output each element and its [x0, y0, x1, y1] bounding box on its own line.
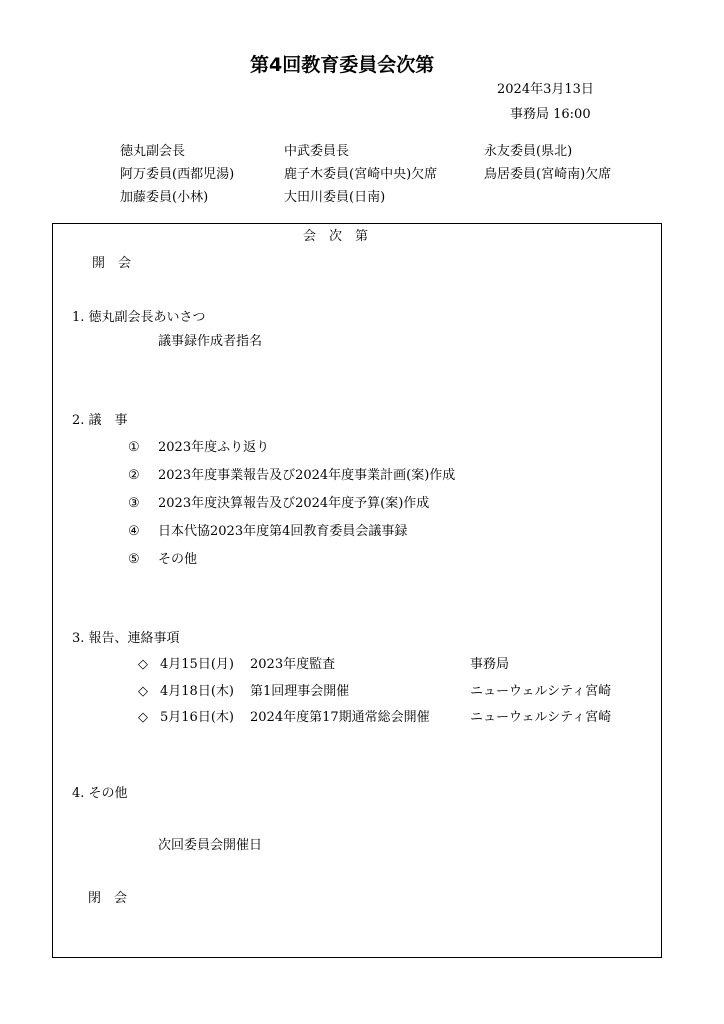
report-place: 事務局	[470, 657, 510, 672]
attendee: 大田川委員(日南)	[284, 190, 386, 205]
list-marker: ①	[128, 440, 140, 455]
section-3-title: 3. 報告、連絡事項	[72, 631, 180, 646]
agenda-heading: 会 次 第	[303, 229, 369, 244]
section-4-sub: 次回委員会開催日	[158, 838, 263, 853]
list-item: 2023年度ふり返り	[158, 440, 270, 455]
report-date: 4月15日(月)	[160, 657, 234, 672]
list-item: 日本代協2023年度第4回教育委員会議事録	[158, 524, 408, 539]
diamond-icon: ◇	[138, 657, 148, 672]
list-marker: ④	[128, 524, 140, 539]
list-item: 2023年度事業報告及び2024年度事業計画(案)作成	[158, 468, 456, 483]
attendee: 永友委員(県北)	[484, 144, 573, 159]
report-event: 2023年度監査	[250, 657, 336, 672]
diamond-icon: ◇	[138, 684, 148, 699]
opening: 開 会	[92, 256, 132, 271]
report-place: ニューウェルシティ宮崎	[470, 684, 612, 699]
section-4-title: 4. その他	[72, 786, 128, 801]
attendee: 阿万委員(西都児湯)	[120, 167, 235, 182]
section-1-sub: 議事録作成者指名	[158, 334, 263, 349]
closing: 閉 会	[88, 891, 128, 906]
meeting-date: 2024年3月13日	[497, 82, 594, 97]
attendee: 鹿子木委員(宮崎中央)欠席	[284, 167, 438, 182]
agenda-box	[52, 223, 662, 958]
attendee: 徳丸副会長	[120, 144, 186, 159]
report-event: 2024年度第17期通常総会開催	[250, 710, 430, 725]
attendee: 加藤委員(小林)	[120, 190, 209, 205]
report-place: ニューウェルシティ宮崎	[470, 710, 612, 725]
report-date: 5月16日(木)	[160, 710, 234, 725]
list-marker: ③	[128, 496, 140, 511]
report-event: 第1回理事会開催	[250, 684, 350, 699]
list-item: 2023年度決算報告及び2024年度予算(案)作成	[158, 496, 430, 511]
list-marker: ⑤	[128, 552, 140, 567]
report-date: 4月18日(木)	[160, 684, 234, 699]
section-2-title: 2. 議 事	[72, 413, 128, 428]
diamond-icon: ◇	[138, 710, 148, 725]
office-time: 事務局 16:00	[510, 107, 591, 122]
section-1-title: 1. 徳丸副会長あいさつ	[72, 310, 206, 325]
list-marker: ②	[128, 468, 140, 483]
attendee: 中武委員長	[284, 144, 350, 159]
attendee: 鳥居委員(宮崎南)欠席	[484, 167, 612, 182]
list-item: その他	[158, 552, 198, 567]
page-title: 第4回教育委員会次第	[250, 54, 435, 76]
